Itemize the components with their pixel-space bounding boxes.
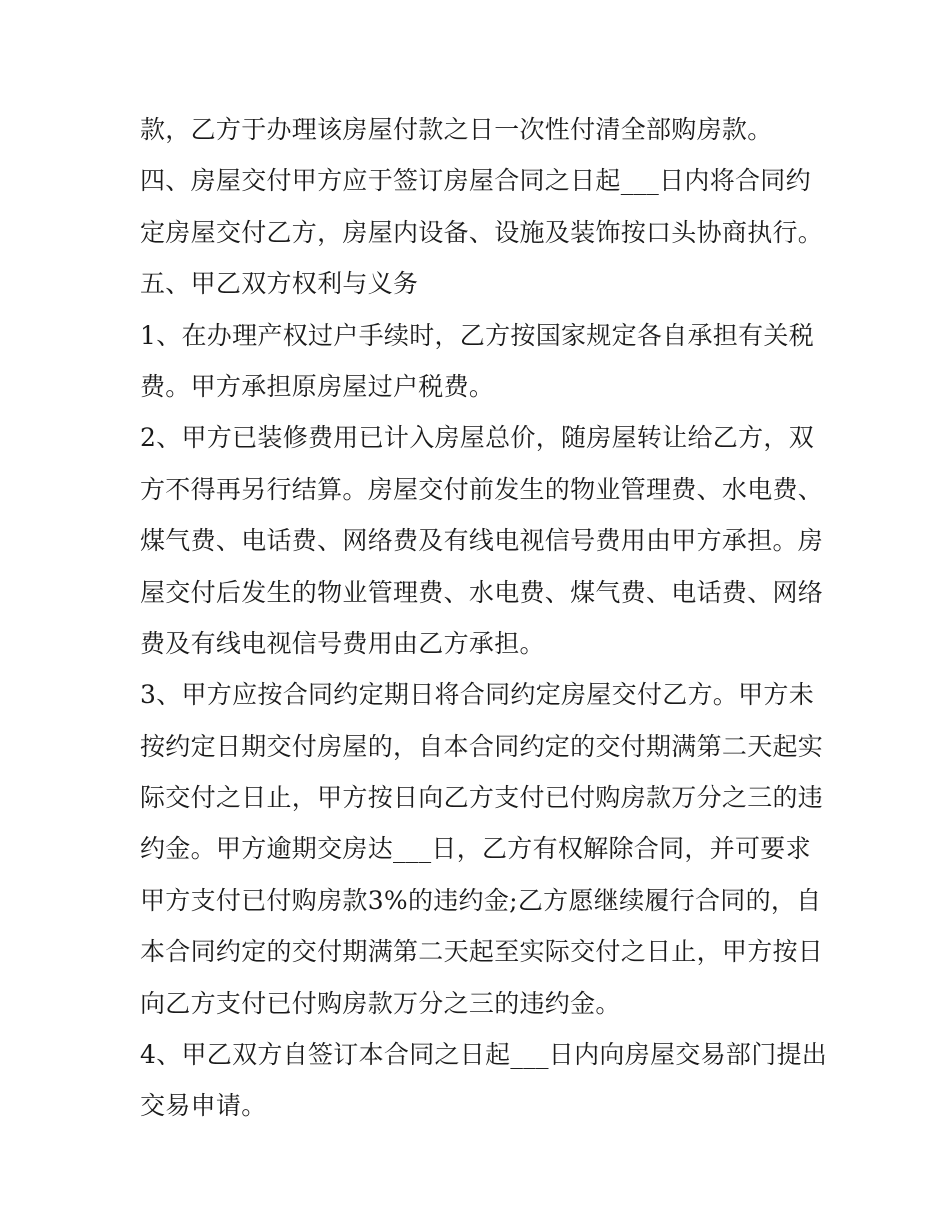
text-line: 甲方支付已付购房款3%的违约金;乙方愿继续履行合同的，自 xyxy=(140,885,822,915)
text-line: 际交付之日止，甲方按日向乙方支付已付购房款万分之三的违 xyxy=(140,783,824,813)
text-line: 按约定日期交付房屋的，自本合同约定的交付期满第二天起实 xyxy=(140,731,824,761)
text-line: 约金。甲方逾期交房达___日，乙方有权解除合同，并可要求 xyxy=(140,834,811,864)
text-line: 交易申请。 xyxy=(140,1091,267,1121)
text-line: 本合同约定的交付期满第二天起至实际交付之日止，甲方按日 xyxy=(140,937,824,967)
text-line: 3、甲方应按合同约定期日将合同约定房屋交付乙方。甲方未 xyxy=(140,680,815,710)
section-heading: 五、甲乙双方权利与义务 xyxy=(140,269,419,299)
text-line: 煤气费、电话费、网络费及有线电视信号费用由甲方承担。房 xyxy=(140,526,824,556)
text-line: 2、甲方已装修费用已计入房屋总价，随房屋转让给乙方，双 xyxy=(140,423,815,453)
text-line: 定房屋交付乙方，房屋内设备、设施及装饰按口头协商执行。 xyxy=(140,217,824,247)
text-line: 4、甲乙双方自签订本合同之日起___日内向房屋交易部门提出 xyxy=(140,1040,828,1070)
text-line: 费。甲方承担原房屋过户税费。 xyxy=(140,371,495,401)
text-line: 款，乙方于办理该房屋付款之日一次性付清全部购房款。 xyxy=(140,115,773,144)
text-line: 方不得再另行结算。房屋交付前发生的物业管理费、水电费、 xyxy=(140,474,824,504)
text-line: 四、房屋交付甲方应于签订房屋合同之日起___日内将合同约 xyxy=(140,166,811,196)
text-line: 屋交付后发生的物业管理费、水电费、煤气费、电话费、网络 xyxy=(140,577,824,607)
document-body xyxy=(140,104,828,1132)
text-line: 费及有线电视信号费用由乙方承担。 xyxy=(140,628,545,658)
text-line: 1、在办理产权过户手续时，乙方按国家规定各自承担有关税 xyxy=(140,320,815,350)
text-line: 向乙方支付已付购房款万分之三的违约金。 xyxy=(140,988,621,1018)
